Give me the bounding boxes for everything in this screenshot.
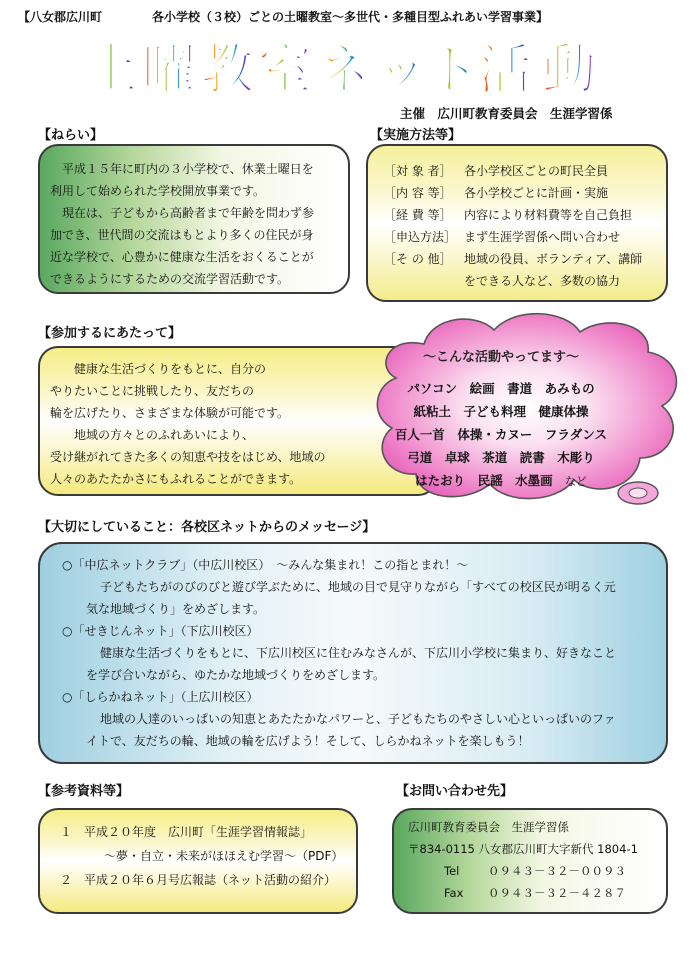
participation-line: 健康な生活づくりをもとに、自分の [74,362,267,376]
cloud-line: 弓道 卓球 茶道 読書 木彫り [407,450,595,465]
page-title [28,30,668,102]
method-row: ［そ の 他］ 地域の役員、ボランティア、講師 [384,252,643,266]
participation-heading: 【参加するにあたって】 [38,326,182,341]
messages-heading: 【大切にしていること：各校区ネットからのメッセージ】 [38,520,376,535]
aim-line: 現在は、子どもから高齢者まで年齢を問わず参 [62,206,315,220]
messages-box [38,542,668,764]
method-box [366,144,668,302]
title-char: 「 [28,38,82,101]
message-title: ○「中広ネットクラブ」（中広川校区） ～みんな集まれ！この指とまれ！～ [62,558,469,572]
title-char: 室 [258,38,312,101]
contact-box [392,808,668,914]
title-char: 教 [200,38,254,101]
participation-line: 人々のあたたかさにもふれることができます。 [50,472,302,486]
aim-line: 平成１５年に町内の３小学校で、休業土曜日を [62,162,314,176]
aim-line: できるようにするための交流学習活動です。 [50,272,290,286]
method-row: ［内 容 等］ 各小学校ごとに計画・実施 [384,186,609,200]
title-char: 」 [608,38,662,101]
title-char: ッ [374,38,428,101]
reference-item: １ 平成２０年度 広川町「生涯学習情報誌」 [60,825,313,839]
references-box [38,808,358,914]
contact-fax: Fax ０９４３－３２－４２８７ [444,886,626,900]
aim-line: 利用して始められた学校開放事業です。 [50,184,266,198]
participation-line: やりたいことに挑戦したり、友だちの [50,384,255,398]
aim-line: 加でき、世代間の交流はもとより多くの住民が身 [50,228,314,242]
cloud-content [376,346,626,493]
contact-heading: 【お問い合わせ先】 [396,784,514,799]
cloud-line: 百人一首 体操・カヌー フラダンス [394,427,608,442]
references-heading: 【参考資料等】 [38,784,130,799]
title-char: 活 [478,38,532,101]
method-row: ［経 費 等］ 内容により材料費等を自己負担 [384,208,633,222]
message-line: 気な地域づくり」をめざします。 [86,602,266,616]
title-char: ネ [316,38,370,101]
title-char: 土 [84,38,138,101]
participation-line: 地域の方々とのふれあいにより、 [74,428,255,442]
method-row: ［対 象 者］ 各小学校区ごとの町民全員 [384,164,609,178]
sponsor: 主催 広川町教育委員会 生涯学習係 [400,106,613,121]
title-char: 曜 [142,38,196,101]
message-line: 子どもたちがのびのびと遊び学ぶために、地域の目で見守りながら「すべての校区民が明るく元 [100,580,616,594]
message-line: 健康な生活づくりをもとに、下広川校区に住むみなさんが、下広川小学校に集まり、好きなこと [100,646,617,660]
contact-address: 〒834-0115 八女郡広川町大字新代 1804-1 [408,842,638,856]
participation-line: 輪を広げたり、さまざまな体験が可能です。 [50,406,290,420]
cloud-line-last: はたおり 民謡 水墨画 など [415,473,587,488]
reference-subtitle: ～夢・自立・未来がほほえむ学習～（PDF） [104,849,344,863]
contact-tel: Tel ０９４３－３２－００９３ [444,864,626,878]
aim-heading: 【ねらい】 [38,128,104,143]
message-line: イトで、友だちの輪、地域の輪を広げよう！そして、しらかねネットを楽しもう！ [86,734,530,748]
contact-org: 広川町教育委員会 生涯学習係 [408,820,569,834]
reference-item: ２ 平成２０年６月号広報誌（ネット活動の紹介） [60,873,337,887]
message-line: を学び合いながら、ゆたかな地域づくりをめざします。 [86,668,386,682]
message-title: ○「しらかねネット」（上広川校区） [62,690,259,704]
header-subtitle: 各小学校（３校）ごとの土曜教室～多世代・多種目型ふれあい学習事業】 [152,10,549,24]
title-char: ト [426,38,480,101]
participation-line: 受け継がれてきた多くの知恵や技をはじめ、地域の [50,450,326,464]
method-row-continuation: をできる人など、多数の協力 [464,274,621,288]
method-heading: 【実施方法等】 [370,128,462,143]
method-row: ［申込方法］ まず生涯学習係へ問い合わせ [384,230,621,244]
aim-line: 近な学校で、心豊かに健康な生活をおくることが [50,250,314,264]
message-title: ○「せきじんネット」（下広川校区） [62,624,259,638]
cloud-line: 紙粘土 子ども料理 健康体操 [413,404,589,419]
cloud-etc: など [564,475,587,488]
title-char: 動 [542,38,596,101]
header-org-tag: 【八女郡広川町 [18,10,103,24]
cloud-title: ～こんな活動やってます～ [422,350,579,365]
aim-box [38,144,350,294]
cloud-line: パソコン 絵画 書道 あみもの [407,381,595,396]
message-line: 地域の人達のいっぱいの知恵とあたたかなパワーと、子どもたちのやさしい心といっぱいのファ [100,712,616,726]
